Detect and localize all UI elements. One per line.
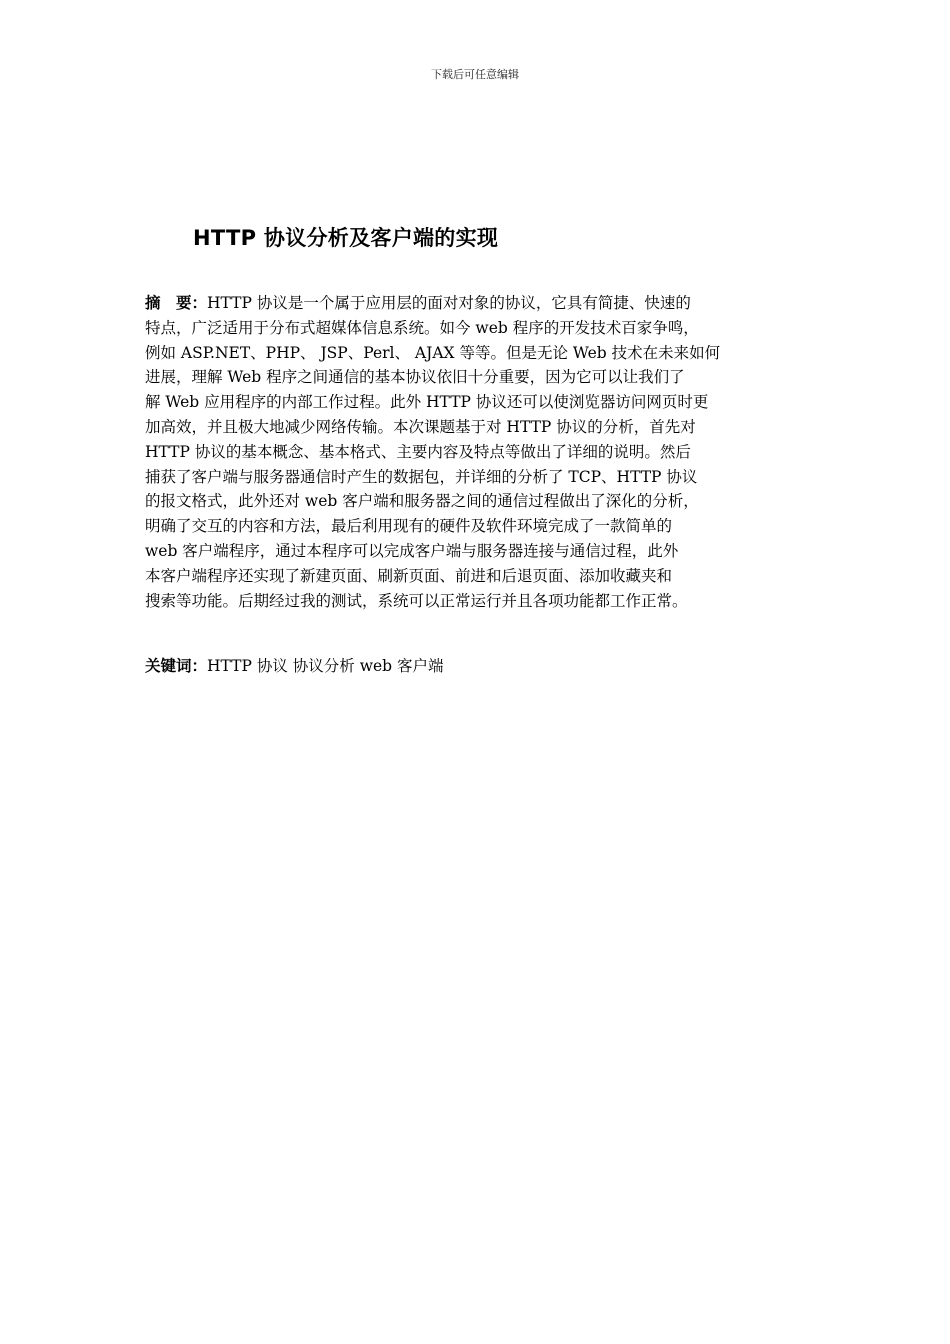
abstract-line-6: 加高效，并且极大地减少网络传输。本次课题基于对 HTTP 协议的分析，首先对 — [145, 417, 696, 436]
abstract-line-4: 进展，理解 Web 程序之间通信的基本协议依旧十分重要，因为它可以让我们了 — [145, 368, 685, 387]
document-title: HTTP 协议分析及客户端的实现 — [193, 226, 499, 250]
keywords-label: 关键词： — [145, 657, 208, 675]
abstract-text-1: HTTP 协议是一个属于应用层的面对对象的协议，它具有简捷、快速的 — [207, 294, 691, 312]
abstract-line-8: 捕获了客户端与服务器通信时产生的数据包，并详细的分析了 TCP、HTTP 协议 — [145, 467, 698, 486]
abstract-line-5: 解 Web 应用程序的内部工作过程。此外 HTTP 协议还可以使浏览器访问网页时更 — [145, 393, 709, 412]
abstract-line-1 — [145, 291, 813, 316]
abstract-line-13: 搜索等功能。后期经过我的测试，系统可以正常运行并且各项功能都工作正常。 — [145, 591, 688, 610]
abstract-line-2: 特点，广泛适用于分布式超媒体信息系统。如今 web 程序的开发技术百家争鸣， — [145, 318, 699, 337]
keywords-text: HTTP 协议 协议分析 web 客户端 — [207, 657, 444, 675]
abstract-label: 摘 要： — [145, 294, 208, 312]
abstract-line-9: 的报文格式，此外还对 web 客户端和服务器之间的通信过程做出了深化的分析， — [145, 492, 699, 511]
keywords-line — [145, 654, 444, 676]
abstract-block — [145, 291, 813, 613]
abstract-line-7: HTTP 协议的基本概念、基本格式、主要内容及特点等做出了详细的说明。然后 — [145, 442, 691, 461]
abstract-line-12: 本客户端程序还实现了新建页面、刷新页面、前进和后退页面、添加收藏夹和 — [145, 566, 673, 585]
page-header: 下载后可任意编辑 — [431, 68, 519, 81]
abstract-line-3: 例如 ASP.NET、PHP、 JSP、Perl、 AJAX 等等。但是无论 Web 技术在未来如何 — [145, 343, 721, 362]
abstract-line-10: 明确了交互的内容和方法，最后利用现有的硬件及软件环境完成了一款简单的 — [145, 517, 673, 536]
abstract-line-11: web 客户端程序，通过本程序可以完成客户端与服务器连接与通信过程，此外 — [145, 541, 679, 560]
